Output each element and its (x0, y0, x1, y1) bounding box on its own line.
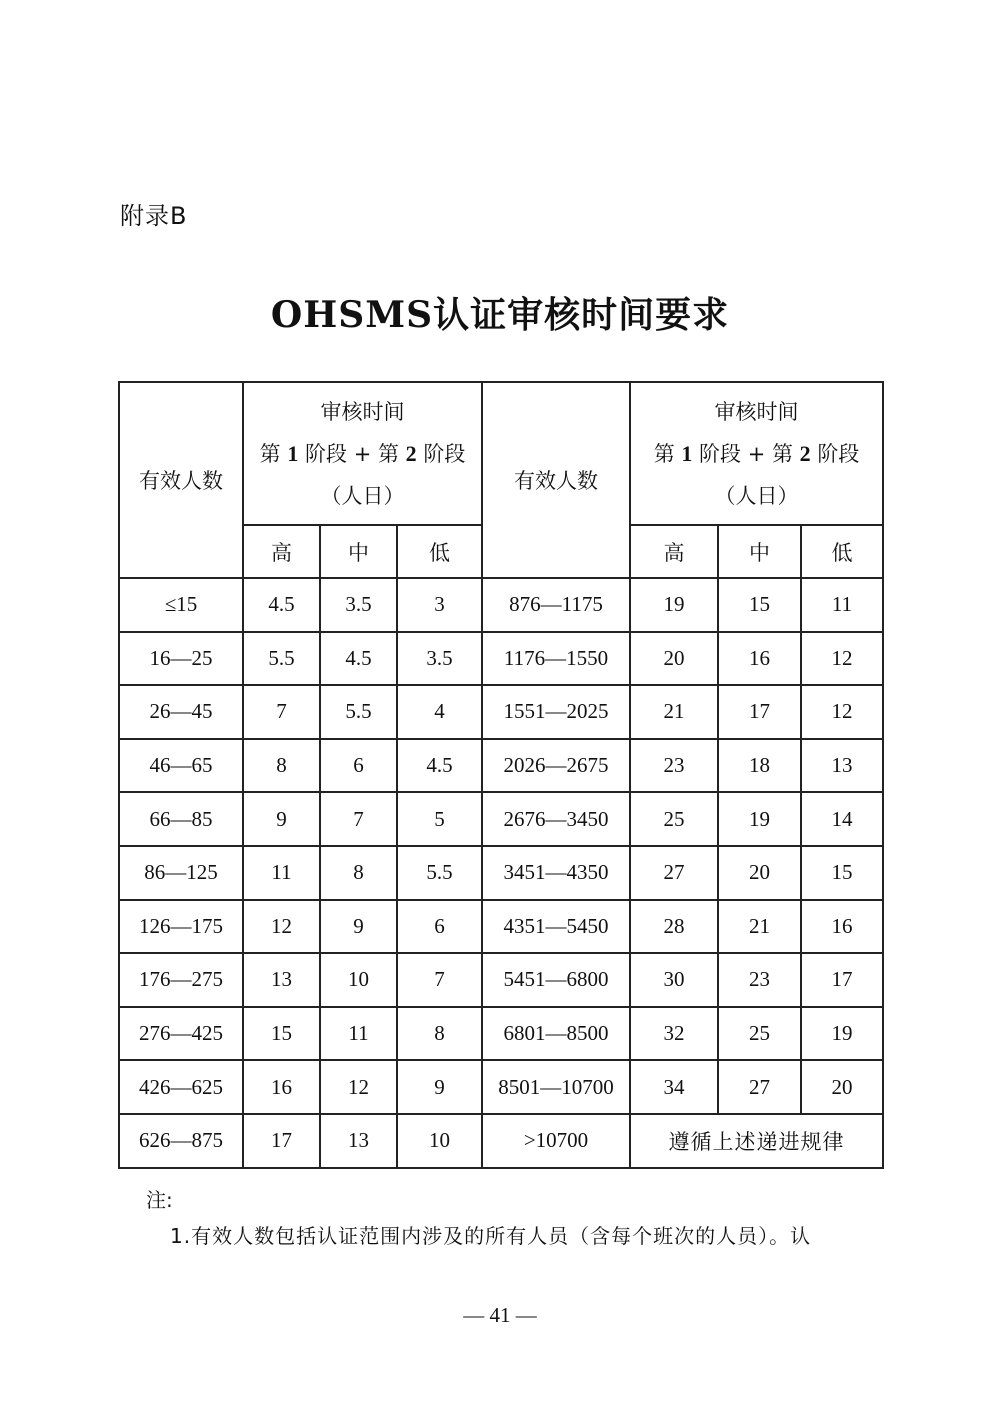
cell-b-low: 13 (801, 739, 883, 793)
table-body (119, 578, 883, 1168)
cell-b-mid: 25 (718, 1007, 801, 1061)
cell-b-low: 11 (801, 578, 883, 632)
cell-a-mid: 3.5 (320, 578, 397, 632)
note-item-1: 1.有效人数包括认证范围内涉及的所有人员（含每个班次的人员）。认 (170, 1224, 812, 1248)
cell-range-b: 876—1175 (482, 578, 630, 632)
table-row (119, 792, 883, 846)
cell-range-a: 176—275 (119, 953, 243, 1007)
cell-b-high: 27 (630, 846, 718, 900)
table-row (119, 632, 883, 686)
cell-b-mid: 15 (718, 578, 801, 632)
audit-time-table (118, 381, 884, 1169)
header-time-line2: 第 1 阶段 + 第 2 阶段 (653, 440, 860, 466)
cell-a-low: 3 (397, 578, 482, 632)
cell-b-low: 15 (801, 846, 883, 900)
cell-range-b: 5451—6800 (482, 953, 630, 1007)
cell-a-mid: 4.5 (320, 632, 397, 686)
cell-progression-rule: 遵循上述递进规律 (630, 1114, 883, 1168)
cell-range-a: 626—875 (119, 1114, 243, 1168)
cell-a-mid: 6 (320, 739, 397, 793)
cell-b-low: 12 (801, 632, 883, 686)
cell-range-a: 66—85 (119, 792, 243, 846)
cell-a-low: 5.5 (397, 846, 482, 900)
cell-b-high: 21 (630, 685, 718, 739)
cell-a-low: 8 (397, 1007, 482, 1061)
cell-a-mid: 11 (320, 1007, 397, 1061)
cell-a-mid: 13 (320, 1114, 397, 1168)
cell-range-b: 1176—1550 (482, 632, 630, 686)
header-audit-time-left (243, 382, 482, 525)
cell-b-mid: 16 (718, 632, 801, 686)
cell-b-high: 34 (630, 1060, 718, 1114)
table-row (119, 846, 883, 900)
table-row (119, 1007, 883, 1061)
cell-b-mid: 21 (718, 900, 801, 954)
cell-a-mid: 12 (320, 1060, 397, 1114)
cell-a-mid: 5.5 (320, 685, 397, 739)
cell-a-low: 3.5 (397, 632, 482, 686)
cell-b-low: 19 (801, 1007, 883, 1061)
header-level-low: 低 (801, 525, 883, 578)
cell-b-high: 25 (630, 792, 718, 846)
cell-b-mid: 20 (718, 846, 801, 900)
header-level-mid: 中 (320, 525, 397, 578)
cell-a-high: 4.5 (243, 578, 320, 632)
cell-a-high: 12 (243, 900, 320, 954)
cell-range-b: 6801—8500 (482, 1007, 630, 1061)
header-level-high: 高 (243, 525, 320, 578)
appendix-label: 附录B (120, 202, 188, 230)
cell-range-b: 4351—5450 (482, 900, 630, 954)
cell-range-a: 16—25 (119, 632, 243, 686)
cell-a-high: 5.5 (243, 632, 320, 686)
cell-a-mid: 10 (320, 953, 397, 1007)
table-row (119, 953, 883, 1007)
cell-a-high: 7 (243, 685, 320, 739)
header-time-line3: （人日） (320, 483, 405, 508)
cell-range-b: 2676—3450 (482, 792, 630, 846)
cell-range-a: 426—625 (119, 1060, 243, 1114)
page-number: — 41 — (463, 1303, 537, 1327)
header-level-low: 低 (397, 525, 482, 578)
header-time-line2: 第 1 阶段 + 第 2 阶段 (259, 440, 466, 466)
cell-a-mid: 7 (320, 792, 397, 846)
cell-b-low: 14 (801, 792, 883, 846)
cell-b-mid: 27 (718, 1060, 801, 1114)
cell-a-low: 4.5 (397, 739, 482, 793)
cell-range-b: 8501—10700 (482, 1060, 630, 1114)
cell-b-low: 16 (801, 900, 883, 954)
cell-b-high: 20 (630, 632, 718, 686)
note-label: 注: (146, 1188, 173, 1212)
cell-b-low: 12 (801, 685, 883, 739)
cell-b-low: 20 (801, 1060, 883, 1114)
cell-a-low: 9 (397, 1060, 482, 1114)
cell-b-mid: 19 (718, 792, 801, 846)
header-level-high: 高 (630, 525, 718, 578)
table-row (119, 685, 883, 739)
cell-range-a: 126—175 (119, 900, 243, 954)
cell-b-high: 32 (630, 1007, 718, 1061)
cell-b-high: 19 (630, 578, 718, 632)
cell-b-mid: 18 (718, 739, 801, 793)
cell-b-mid: 17 (718, 685, 801, 739)
cell-a-low: 5 (397, 792, 482, 846)
header-time-line3: （人日） (714, 483, 799, 508)
header-time-line1: 审核时间 (320, 399, 405, 424)
cell-a-low: 4 (397, 685, 482, 739)
page-title: OHSMS认证审核时间要求 (270, 294, 730, 336)
table-row (119, 1060, 883, 1114)
header-effective-count-right: 有效人数 (482, 382, 630, 578)
table-row (119, 739, 883, 793)
cell-a-high: 17 (243, 1114, 320, 1168)
cell-b-high: 30 (630, 953, 718, 1007)
header-audit-time-right (630, 382, 883, 525)
cell-a-high: 9 (243, 792, 320, 846)
cell-range-b: 2026—2675 (482, 739, 630, 793)
cell-a-high: 16 (243, 1060, 320, 1114)
cell-a-high: 11 (243, 846, 320, 900)
cell-range-a: 46—65 (119, 739, 243, 793)
cell-a-low: 6 (397, 900, 482, 954)
header-effective-count-left: 有效人数 (119, 382, 243, 578)
cell-a-high: 15 (243, 1007, 320, 1061)
cell-range-a: 26—45 (119, 685, 243, 739)
cell-a-high: 13 (243, 953, 320, 1007)
header-level-mid: 中 (718, 525, 801, 578)
table-row (119, 578, 883, 632)
cell-range-b: >10700 (482, 1114, 630, 1168)
table-row-last (119, 1114, 883, 1168)
cell-range-a: 276—425 (119, 1007, 243, 1061)
cell-a-low: 10 (397, 1114, 482, 1168)
cell-a-high: 8 (243, 739, 320, 793)
cell-b-high: 23 (630, 739, 718, 793)
cell-a-mid: 9 (320, 900, 397, 954)
table-row (119, 900, 883, 954)
cell-b-low: 17 (801, 953, 883, 1007)
cell-a-low: 7 (397, 953, 482, 1007)
cell-b-mid: 23 (718, 953, 801, 1007)
cell-a-mid: 8 (320, 846, 397, 900)
cell-range-a: ≤15 (119, 578, 243, 632)
cell-range-a: 86—125 (119, 846, 243, 900)
cell-range-b: 1551—2025 (482, 685, 630, 739)
cell-range-b: 3451—4350 (482, 846, 630, 900)
cell-b-high: 28 (630, 900, 718, 954)
header-time-line1: 审核时间 (714, 399, 799, 424)
